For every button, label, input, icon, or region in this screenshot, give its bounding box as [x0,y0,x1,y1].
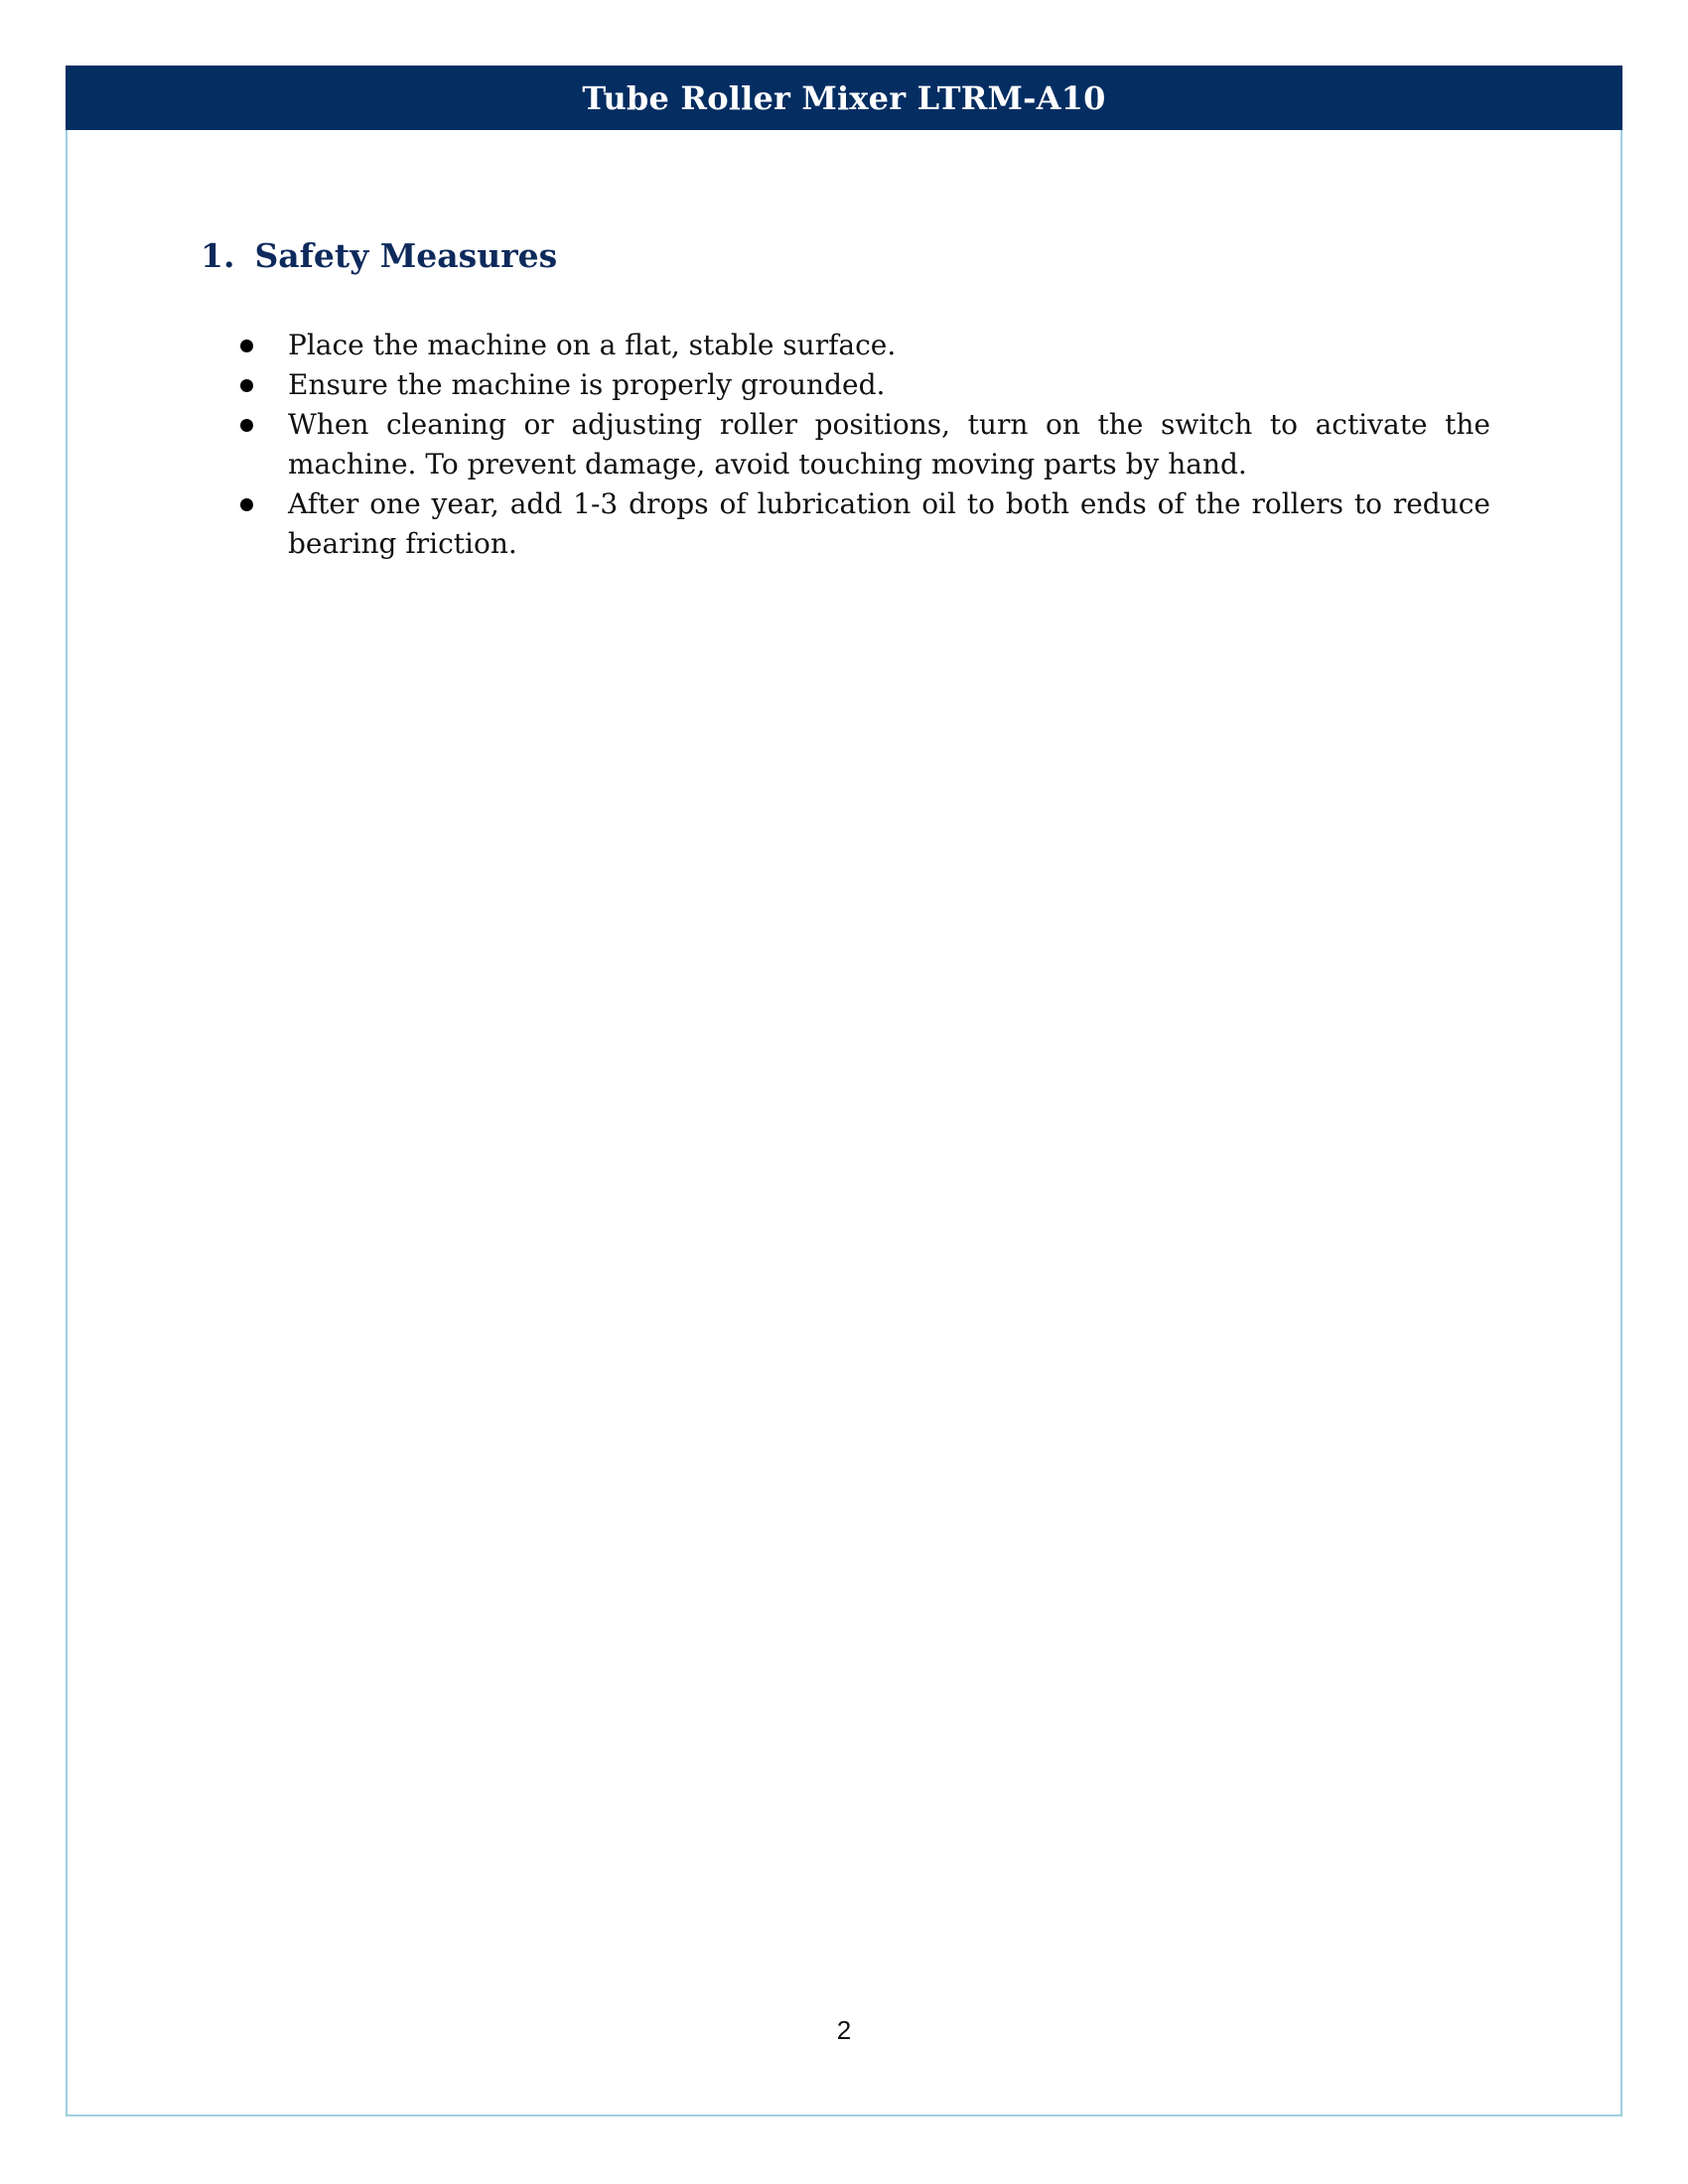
list-item [234,484,1490,564]
safety-list [234,326,1490,564]
bullet-icon [240,419,253,432]
list-item-text: Ensure the machine is properly grounded. [288,368,886,401]
list-item [234,326,1490,365]
section-title: Safety Measures [254,236,558,275]
list-item [234,405,1490,484]
list-item-text: Place the machine on a flat, stable surface. [288,329,897,361]
list-item-text: When cleaning or adjusting roller positions, turn on the switch to activate the machine. To prevent damage, avoid touching moving parts by hand. [288,408,1490,480]
page-number: 2 [836,2015,852,2045]
section-heading [201,236,557,275]
bullet-icon [240,340,253,352]
section-number: 1. [201,236,235,275]
list-item-text: After one year, add 1-3 drops of lubrication oil to both ends of the rollers to reduce bearing friction. [288,487,1490,560]
document-title: Tube Roller Mixer LTRM-A10 [582,78,1106,117]
list-item [234,365,1490,405]
header-bar [66,66,1622,130]
bullet-icon [240,498,253,511]
bullet-icon [240,379,253,392]
